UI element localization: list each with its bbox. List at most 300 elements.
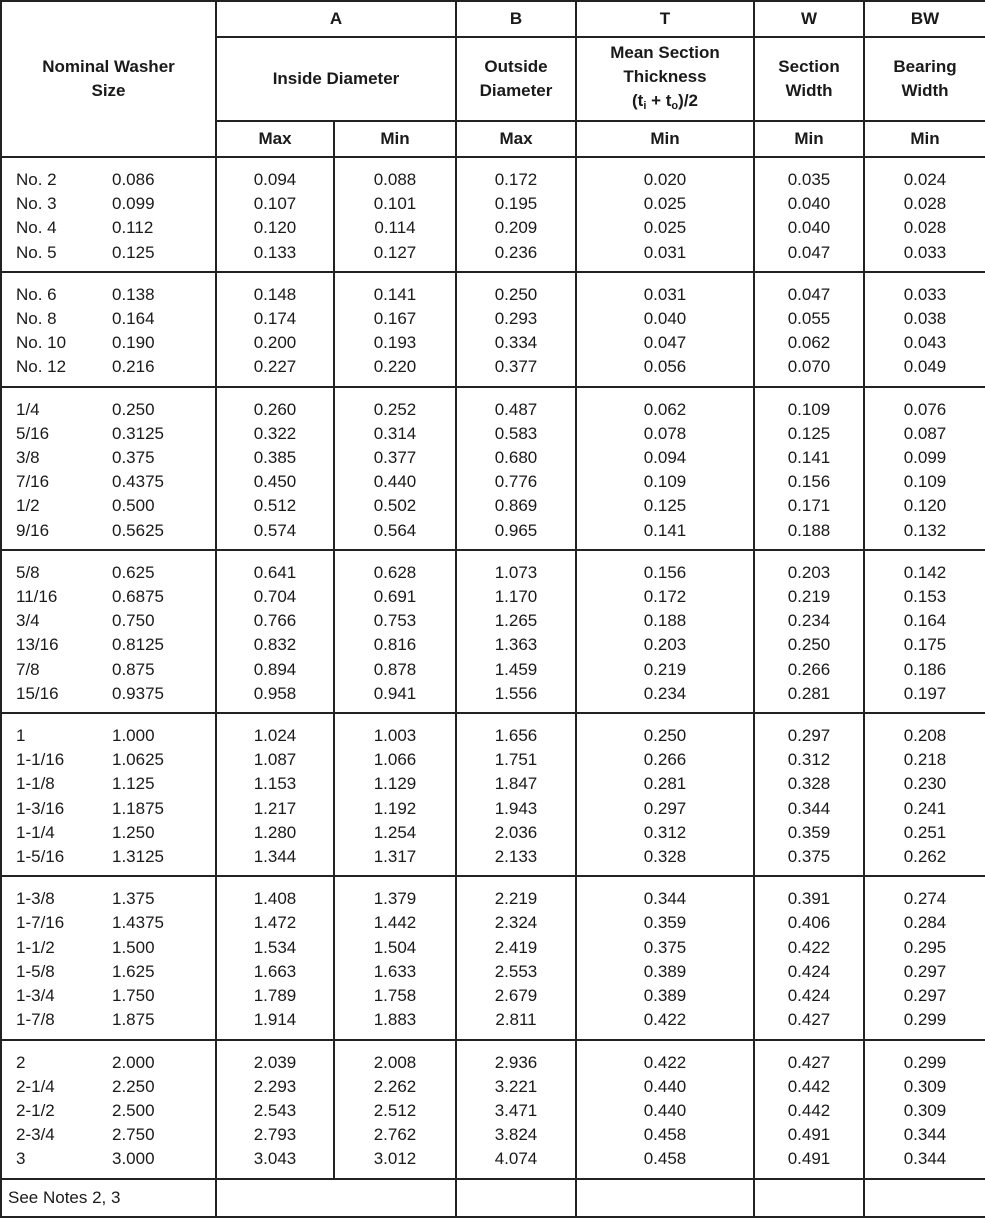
- nominal-size-line: [16, 398, 215, 422]
- value: 0.385: [253, 448, 297, 468]
- value: 0.816: [373, 635, 417, 655]
- col-a-max-cell: [216, 713, 334, 876]
- value: 1.656: [494, 726, 538, 746]
- value: 0.309: [903, 1100, 947, 1120]
- nominal-size-cell: [1, 272, 216, 387]
- nominal-size-cell: [1, 1040, 216, 1179]
- value: 0.406: [787, 913, 831, 933]
- nominal-size-line: [16, 633, 215, 657]
- value: 3.043: [253, 1149, 297, 1169]
- value: 0.040: [787, 218, 831, 238]
- value: 0.766: [253, 611, 297, 631]
- value: 0.076: [903, 399, 947, 419]
- value: 1.663: [253, 961, 297, 981]
- value: 0.040: [787, 194, 831, 214]
- value: 0.141: [373, 284, 417, 304]
- value: 1.280: [253, 822, 297, 842]
- value: 0.127: [373, 242, 417, 262]
- col-a-max-cell: [216, 1040, 334, 1179]
- value: 0.941: [373, 683, 417, 703]
- size-name: 1-1/8: [16, 774, 55, 794]
- value: 0.236: [494, 242, 538, 262]
- size-decimal: 0.5625: [112, 520, 164, 540]
- value: 0.574: [253, 520, 297, 540]
- value: 0.055: [787, 309, 831, 329]
- col-a-min-cell: [334, 550, 456, 713]
- value: 0.344: [643, 889, 687, 909]
- value: 0.266: [787, 659, 831, 679]
- size-name: No. 2: [16, 170, 57, 189]
- value: 1.024: [253, 726, 297, 746]
- see-notes: See Notes 2, 3: [1, 1179, 216, 1217]
- value: 0.691: [373, 587, 417, 607]
- size-decimal: 1.1875: [112, 798, 164, 818]
- value: 0.087: [903, 423, 947, 443]
- value: 3.012: [373, 1149, 417, 1169]
- col-w-min-cell: [754, 550, 864, 713]
- size-decimal: 0.4375: [112, 472, 164, 492]
- col-a-min: Min: [334, 121, 456, 157]
- footer-blank: [456, 1179, 576, 1217]
- row-group: [1, 713, 985, 876]
- value: 0.148: [253, 284, 297, 304]
- value: 0.114: [374, 218, 416, 238]
- col-t-min-cell: [576, 876, 754, 1039]
- size-name: 9/16: [16, 520, 50, 540]
- size-decimal: 0.138: [112, 284, 155, 304]
- size-decimal: 0.125: [112, 242, 155, 262]
- value: 1.265: [494, 611, 538, 631]
- value: 0.230: [903, 774, 947, 794]
- value: 0.262: [903, 847, 947, 867]
- col-bw-title: Bearing Width: [864, 37, 985, 121]
- nominal-size-line: [16, 609, 215, 633]
- col-w-min-cell: [754, 272, 864, 387]
- value: 1.534: [253, 937, 297, 957]
- value: 0.203: [787, 562, 831, 582]
- value: 0.164: [903, 611, 947, 631]
- size-name: 1-7/8: [16, 1010, 55, 1030]
- size-decimal: 1.000: [112, 726, 155, 746]
- size-name: 3/8: [16, 448, 40, 468]
- value: 2.936: [494, 1052, 538, 1072]
- nominal-size-line: [16, 821, 215, 845]
- value: 2.293: [253, 1076, 297, 1096]
- value: 1.442: [373, 913, 417, 933]
- size-name: 5/16: [16, 423, 50, 443]
- value: 0.234: [643, 683, 687, 703]
- col-a-min-cell: [334, 272, 456, 387]
- nominal-size-line: [16, 772, 215, 796]
- size-decimal: 0.099: [112, 194, 155, 214]
- value: 0.101: [373, 194, 417, 214]
- value: 0.299: [903, 1052, 947, 1072]
- value: 0.141: [787, 448, 831, 468]
- nominal-size-line: [16, 682, 215, 706]
- nominal-size-line: [16, 887, 215, 911]
- value: 1.883: [373, 1010, 417, 1030]
- value: 0.284: [903, 913, 947, 933]
- value: 0.334: [494, 333, 538, 353]
- value: 0.377: [494, 357, 538, 377]
- value: 0.299: [903, 1010, 947, 1030]
- value: 0.025: [643, 218, 687, 238]
- value: 0.132: [903, 520, 947, 540]
- col-b-max-cell: [456, 550, 576, 713]
- size-decimal: 1.3125: [112, 847, 164, 867]
- value: 1.066: [373, 750, 417, 770]
- size-name: 2-1/2: [16, 1100, 55, 1120]
- value: 0.070: [787, 357, 831, 377]
- value: 0.218: [903, 750, 947, 770]
- col-a-min-cell: [334, 1040, 456, 1179]
- value: 0.172: [494, 170, 538, 189]
- value: 2.512: [373, 1100, 417, 1120]
- nominal-size-line: [16, 658, 215, 682]
- col-w-min-cell: [754, 157, 864, 272]
- size-name: 15/16: [16, 683, 59, 703]
- value: 0.375: [787, 847, 831, 867]
- value: 1.943: [494, 798, 538, 818]
- col-bw-min: Min: [864, 121, 985, 157]
- value: 2.679: [494, 986, 538, 1006]
- nominal-size-line: [16, 960, 215, 984]
- col-a-max-cell: [216, 550, 334, 713]
- size-decimal: 0.375: [112, 448, 155, 468]
- table-body: [1, 157, 985, 1179]
- value: 0.564: [373, 520, 417, 540]
- col-t-min-cell: [576, 550, 754, 713]
- value: 0.458: [643, 1125, 687, 1145]
- nominal-size-line: [16, 307, 215, 331]
- col-t-min-cell: [576, 272, 754, 387]
- col-w-letter: W: [754, 1, 864, 37]
- size-name: 1-5/8: [16, 961, 55, 981]
- value: 0.125: [787, 423, 831, 443]
- value: 1.751: [494, 750, 538, 770]
- size-name: 1-3/16: [16, 798, 65, 818]
- value: 1.170: [494, 587, 538, 607]
- value: 0.442: [787, 1100, 831, 1120]
- row-group: [1, 387, 985, 550]
- value: 1.129: [373, 774, 417, 794]
- col-t-letter: T: [576, 1, 754, 37]
- value: 0.281: [643, 774, 687, 794]
- value: 1.472: [253, 913, 297, 933]
- nominal-size-line: [16, 446, 215, 470]
- col-a-min-cell: [334, 157, 456, 272]
- value: 2.543: [253, 1100, 297, 1120]
- value: 0.252: [373, 399, 417, 419]
- value: 1.087: [253, 750, 297, 770]
- value: 0.281: [787, 683, 831, 703]
- size-decimal: 0.190: [112, 333, 155, 353]
- value: 0.062: [643, 399, 687, 419]
- value: 0.035: [787, 170, 831, 189]
- size-decimal: 1.0625: [112, 750, 164, 770]
- value: 2.008: [373, 1052, 417, 1072]
- value: 0.375: [643, 937, 687, 957]
- size-name: No. 6: [16, 284, 57, 304]
- value: 1.003: [373, 726, 417, 746]
- value: 1.556: [494, 683, 538, 703]
- col-t-title-text: Mean Section Thickness: [610, 42, 720, 86]
- value: 0.078: [643, 423, 687, 443]
- value: 0.344: [903, 1125, 947, 1145]
- value: 0.958: [253, 683, 297, 703]
- col-a-max-cell: [216, 157, 334, 272]
- size-decimal: 2.250: [112, 1076, 155, 1096]
- value: 1.153: [253, 774, 297, 794]
- value: 2.262: [373, 1076, 417, 1096]
- value: 0.322: [253, 423, 297, 443]
- size-decimal: 1.625: [112, 961, 155, 981]
- value: 0.491: [787, 1149, 831, 1169]
- col-t-min-cell: [576, 713, 754, 876]
- nominal-size-line: [16, 1075, 215, 1099]
- value: 0.025: [643, 194, 687, 214]
- value: 0.422: [787, 937, 831, 957]
- value: 0.200: [253, 333, 297, 353]
- value: 0.056: [643, 357, 687, 377]
- value: 0.442: [787, 1076, 831, 1096]
- row-group: [1, 876, 985, 1039]
- value: 0.250: [787, 635, 831, 655]
- value: 1.254: [373, 822, 417, 842]
- size-decimal: 0.6875: [112, 587, 164, 607]
- size-decimal: 0.500: [112, 496, 155, 516]
- value: 0.583: [494, 423, 538, 443]
- size-name: 1-1/2: [16, 937, 55, 957]
- col-a-max-cell: [216, 272, 334, 387]
- size-name: 13/16: [16, 635, 59, 655]
- value: 0.203: [643, 635, 687, 655]
- nominal-size-cell: [1, 387, 216, 550]
- nominal-size-cell: [1, 713, 216, 876]
- col-bw-min-cell: [864, 876, 985, 1039]
- value: 0.251: [903, 822, 947, 842]
- footer-blank: [216, 1179, 456, 1217]
- size-decimal: 0.9375: [112, 683, 164, 703]
- value: 0.047: [643, 333, 687, 353]
- value: 0.028: [903, 194, 947, 214]
- size-name: 11/16: [16, 587, 58, 607]
- value: 0.753: [373, 611, 417, 631]
- value: 1.073: [494, 562, 538, 582]
- value: 0.266: [643, 750, 687, 770]
- size-name: No. 8: [16, 309, 57, 329]
- value: 1.408: [253, 889, 297, 909]
- size-name: 1-3/8: [16, 889, 55, 909]
- size-decimal: 1.750: [112, 986, 155, 1006]
- value: 0.491: [787, 1125, 831, 1145]
- value: 0.377: [373, 448, 417, 468]
- col-a-max-cell: [216, 876, 334, 1039]
- value: 0.142: [903, 562, 947, 582]
- col-w-min-cell: [754, 387, 864, 550]
- value: 0.328: [787, 774, 831, 794]
- value: 0.031: [643, 242, 687, 262]
- value: 0.038: [903, 309, 947, 329]
- value: 0.171: [787, 496, 831, 516]
- value: 0.440: [643, 1076, 687, 1096]
- size-decimal: 0.250: [112, 399, 155, 419]
- nominal-size-line: [16, 192, 215, 216]
- value: 0.297: [787, 726, 831, 746]
- value: 0.241: [903, 798, 947, 818]
- nominal-size-cell: [1, 550, 216, 713]
- value: 0.219: [787, 587, 831, 607]
- nominal-size-line: [16, 494, 215, 518]
- size-name: 5/8: [16, 562, 40, 582]
- value: 0.094: [253, 170, 297, 189]
- size-name: 3/4: [16, 611, 40, 631]
- nominal-size-line: [16, 168, 215, 192]
- value: 0.043: [903, 333, 947, 353]
- value: 0.487: [494, 399, 538, 419]
- size-name: 1-1/16: [16, 750, 65, 770]
- size-decimal: 1.875: [112, 1010, 155, 1030]
- value: 0.328: [643, 847, 687, 867]
- value: 2.039: [253, 1052, 297, 1072]
- value: 0.109: [643, 472, 687, 492]
- value: 0.040: [643, 309, 687, 329]
- value: 0.153: [903, 587, 947, 607]
- row-group: [1, 1040, 985, 1179]
- nominal-size-line: [16, 936, 215, 960]
- row-group: [1, 550, 985, 713]
- size-decimal: 1.4375: [112, 913, 164, 933]
- value: 0.894: [253, 659, 297, 679]
- col-t-min-cell: [576, 1040, 754, 1179]
- value: 0.359: [787, 822, 831, 842]
- value: 0.120: [903, 496, 947, 516]
- size-name: 1-7/16: [16, 913, 65, 933]
- value: 2.553: [494, 961, 538, 981]
- col-w-min-cell: [754, 713, 864, 876]
- value: 0.188: [787, 520, 831, 540]
- value: 0.172: [643, 587, 687, 607]
- col-t-min-cell: [576, 387, 754, 550]
- value: 0.832: [253, 635, 297, 655]
- size-decimal: 2.750: [112, 1125, 155, 1145]
- col-b-letter: B: [456, 1, 576, 37]
- value: 0.878: [373, 659, 417, 679]
- size-decimal: 2.500: [112, 1100, 155, 1120]
- col-a-min-cell: [334, 387, 456, 550]
- value: 0.219: [643, 659, 687, 679]
- value: 0.297: [903, 961, 947, 981]
- value: 0.389: [643, 961, 687, 981]
- value: 0.175: [903, 635, 947, 655]
- size-name: 2-1/4: [16, 1076, 55, 1096]
- nominal-size-line: [16, 355, 215, 379]
- footer-blank: [754, 1179, 864, 1217]
- value: 0.427: [787, 1010, 831, 1030]
- col-b-max: Max: [456, 121, 576, 157]
- size-name: 7/16: [16, 472, 50, 492]
- value: 0.031: [643, 284, 687, 304]
- nominal-size-line: [16, 1051, 215, 1075]
- footer-blank: [864, 1179, 985, 1217]
- size-decimal: 0.216: [112, 357, 155, 377]
- value: 0.422: [643, 1052, 687, 1072]
- nominal-size-line: [16, 561, 215, 585]
- value: 0.250: [643, 726, 687, 746]
- nominal-size-cell: [1, 876, 216, 1039]
- nominal-size-line: [16, 911, 215, 935]
- col-t-formula: $(t_i + t_o)/2$: [631, 90, 698, 112]
- value: 0.033: [903, 242, 947, 262]
- col-b-max-cell: [456, 876, 576, 1039]
- nominal-size-line: [16, 331, 215, 355]
- value: 0.312: [787, 750, 831, 770]
- value: 0.133: [253, 242, 297, 262]
- size-decimal: 0.8125: [112, 635, 164, 655]
- nominal-size-line: [16, 241, 215, 265]
- value: 0.047: [787, 242, 831, 262]
- value: 0.109: [787, 399, 831, 419]
- value: 2.811: [495, 1010, 537, 1030]
- value: 0.193: [373, 333, 417, 353]
- nominal-size-line: [16, 797, 215, 821]
- col-a-min-cell: [334, 876, 456, 1039]
- col-a-max-cell: [216, 387, 334, 550]
- size-decimal: 1.375: [112, 889, 155, 909]
- value: 0.314: [373, 423, 417, 443]
- nominal-size-line: [16, 422, 215, 446]
- value: 0.450: [253, 472, 297, 492]
- value: 1.379: [373, 889, 417, 909]
- size-name: 1-1/4: [16, 822, 55, 842]
- value: 0.260: [253, 399, 297, 419]
- value: 0.033: [903, 284, 947, 304]
- value: 1.317: [373, 847, 417, 867]
- value: 1.344: [253, 847, 297, 867]
- value: 3.471: [494, 1100, 538, 1120]
- value: 2.419: [494, 937, 538, 957]
- value: 3.221: [494, 1076, 538, 1096]
- size-name: No. 4: [16, 218, 57, 238]
- value: 1.789: [253, 986, 297, 1006]
- col-t-min-cell: [576, 157, 754, 272]
- value: 0.297: [643, 798, 687, 818]
- size-name: No. 5: [16, 242, 57, 262]
- size-name: 7/8: [16, 659, 40, 679]
- nominal-size-cell: [1, 157, 216, 272]
- col-b-max-cell: [456, 387, 576, 550]
- value: 1.363: [494, 635, 538, 655]
- value: 0.704: [253, 587, 297, 607]
- size-name: 2-3/4: [16, 1125, 55, 1145]
- value: 0.424: [787, 986, 831, 1006]
- col-bw-min-cell: [864, 1040, 985, 1179]
- value: 0.167: [373, 309, 417, 329]
- nominal-size-line: [16, 585, 215, 609]
- value: 0.628: [373, 562, 417, 582]
- value: 0.391: [787, 889, 831, 909]
- value: 0.227: [253, 357, 297, 377]
- value: 0.208: [903, 726, 947, 746]
- col-bw-min-cell: [864, 157, 985, 272]
- footer-blank: [576, 1179, 754, 1217]
- col-w-min: Min: [754, 121, 864, 157]
- size-name: 1-3/4: [16, 986, 55, 1006]
- size-decimal: 0.625: [112, 562, 155, 582]
- size-name: No. 3: [16, 194, 57, 214]
- value: 0.062: [787, 333, 831, 353]
- value: 0.234: [787, 611, 831, 631]
